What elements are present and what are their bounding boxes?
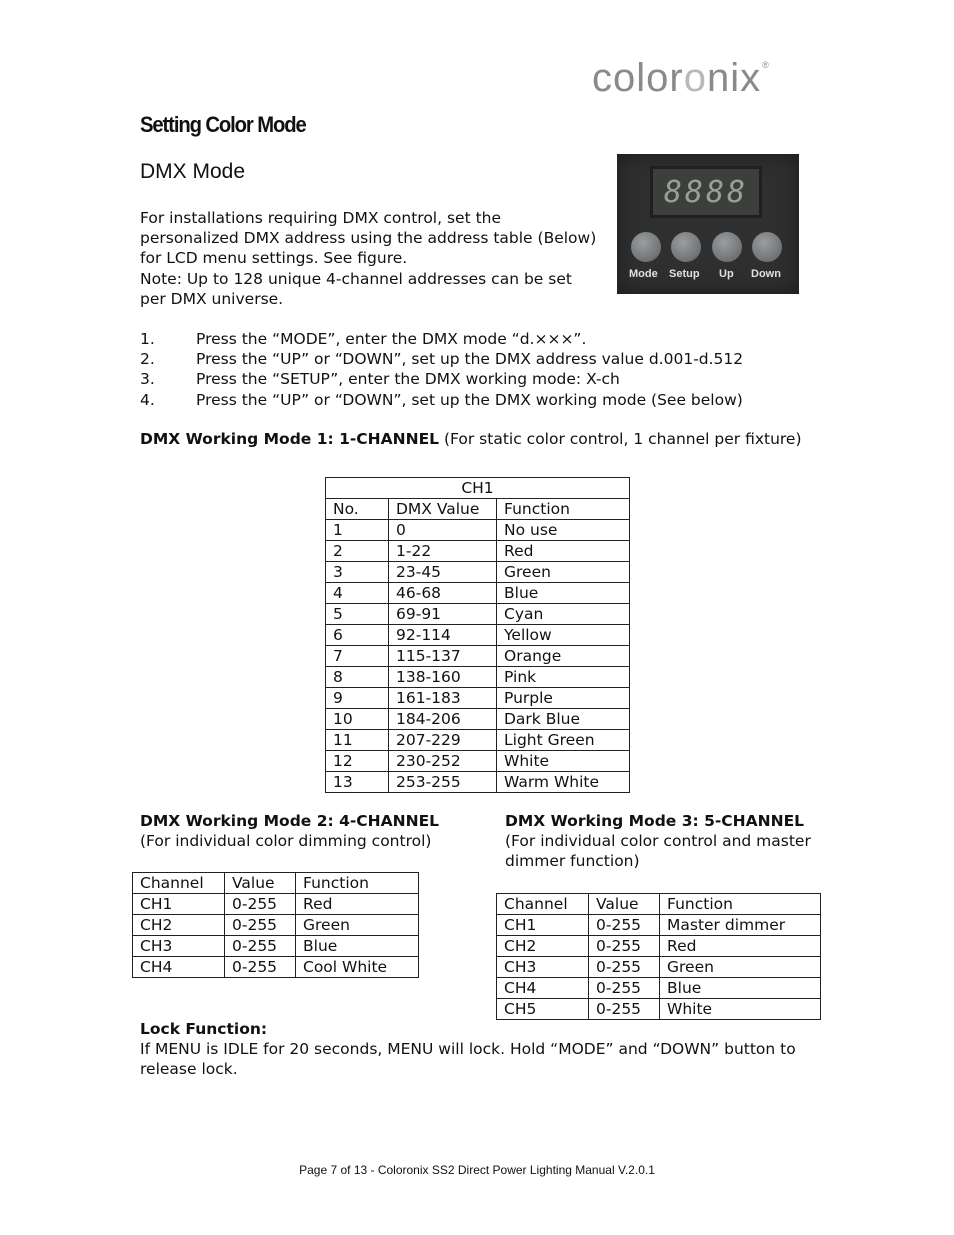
intro-line: personalized DMX address using the address table (Below) bbox=[140, 229, 597, 248]
table-cell: Orange bbox=[497, 646, 630, 667]
intro-line: for LCD menu settings. See figure. bbox=[140, 249, 408, 268]
table-cell: Red bbox=[296, 894, 419, 915]
table-row bbox=[326, 625, 630, 646]
table-cell: 115-137 bbox=[389, 646, 497, 667]
table-row bbox=[133, 936, 419, 957]
table-row bbox=[326, 730, 630, 751]
table-row bbox=[133, 957, 419, 978]
table-cell: Warm White bbox=[497, 772, 630, 793]
table-cell: CH2 bbox=[133, 915, 225, 936]
table-cell: Red bbox=[660, 936, 821, 957]
table-row bbox=[326, 751, 630, 772]
intro-line: Note: Up to 128 unique 4-channel addresses can be set bbox=[140, 269, 572, 288]
table-cell: Green bbox=[497, 562, 630, 583]
table-cell: 1 bbox=[326, 520, 389, 541]
down-button-image bbox=[752, 232, 782, 262]
table-row bbox=[326, 772, 630, 793]
mode-title: DMX Mode bbox=[140, 160, 246, 183]
table-row bbox=[133, 894, 419, 915]
table-cell: White bbox=[660, 999, 821, 1020]
brand-name-part: nix bbox=[706, 56, 762, 100]
mode2-heading bbox=[140, 811, 480, 851]
step-text: Press the “MODE”, enter the DMX mode “d.×××”. bbox=[196, 330, 587, 348]
column-header: Channel bbox=[133, 873, 225, 894]
table-cell: 0 bbox=[389, 520, 497, 541]
table-cell: CH2 bbox=[497, 936, 589, 957]
table-header-row bbox=[133, 873, 419, 894]
table-cell: Cyan bbox=[497, 604, 630, 625]
column-header: DMX Value bbox=[389, 499, 497, 520]
table-cell: 0-255 bbox=[589, 957, 660, 978]
table-cell: 0-255 bbox=[225, 957, 296, 978]
table-cell: 0-255 bbox=[589, 915, 660, 936]
table-cell: Master dimmer bbox=[660, 915, 821, 936]
table-cell: 0-255 bbox=[589, 936, 660, 957]
table-cell: 3 bbox=[326, 562, 389, 583]
mode3-table bbox=[496, 893, 821, 1020]
table-cell: 5 bbox=[326, 604, 389, 625]
table-cell: 11 bbox=[326, 730, 389, 751]
step-number: 4. bbox=[140, 390, 155, 409]
column-header: Function bbox=[660, 894, 821, 915]
setup-button-label: Setup bbox=[669, 268, 700, 280]
table-cell: CH4 bbox=[497, 978, 589, 999]
table-cell: 0-255 bbox=[589, 999, 660, 1020]
table-row bbox=[497, 915, 821, 936]
table-cell: 230-252 bbox=[389, 751, 497, 772]
mode-button-label: Mode bbox=[629, 268, 658, 280]
table-cell: 0-255 bbox=[225, 936, 296, 957]
table-cell: 161-183 bbox=[389, 688, 497, 709]
table-row bbox=[326, 709, 630, 730]
table-cell: 8 bbox=[326, 667, 389, 688]
up-button-label: Up bbox=[719, 268, 734, 280]
list-item bbox=[140, 329, 840, 349]
table-cell: Purple bbox=[497, 688, 630, 709]
table-cell: 138-160 bbox=[389, 667, 497, 688]
step-number: 2. bbox=[140, 350, 155, 369]
list-item bbox=[140, 369, 840, 389]
registered-mark: ® bbox=[762, 60, 770, 70]
mode2-title bbox=[140, 811, 480, 831]
section-title: Setting Color Mode bbox=[140, 112, 306, 137]
mode2-note: (For individual color dimming control) bbox=[140, 832, 432, 851]
table-row bbox=[326, 541, 630, 562]
table-cell: 13 bbox=[326, 772, 389, 793]
table-row bbox=[326, 583, 630, 604]
table-cell: Cool White bbox=[296, 957, 419, 978]
up-button-image bbox=[712, 232, 742, 262]
table-header-row bbox=[326, 499, 630, 520]
table-row bbox=[497, 936, 821, 957]
lock-line: release lock. bbox=[140, 1060, 238, 1079]
step-text: Press the “SETUP”, enter the DMX working mode: X-ch bbox=[196, 370, 620, 389]
table-cell: Dark Blue bbox=[497, 709, 630, 730]
mode-button-image bbox=[631, 232, 661, 262]
mode1-note: (For static color control, 1 channel per fixture) bbox=[439, 430, 802, 448]
column-header: Function bbox=[296, 873, 419, 894]
column-header: Function bbox=[497, 499, 630, 520]
table-cell: 0-255 bbox=[589, 978, 660, 999]
brand-name-part: color bbox=[592, 56, 684, 100]
table-row bbox=[326, 667, 630, 688]
step-number: 3. bbox=[140, 370, 155, 389]
list-item bbox=[140, 390, 840, 410]
table-cell: Light Green bbox=[497, 730, 630, 751]
table-row bbox=[497, 999, 821, 1020]
table-cell: Blue bbox=[497, 583, 630, 604]
table-row bbox=[326, 646, 630, 667]
table-cell: 7 bbox=[326, 646, 389, 667]
table-cell: 253-255 bbox=[389, 772, 497, 793]
table-cell: 184-206 bbox=[389, 709, 497, 730]
table-row bbox=[133, 915, 419, 936]
table-cell: CH5 bbox=[497, 999, 589, 1020]
brand-logo bbox=[592, 56, 769, 101]
table-cell: 69-91 bbox=[389, 604, 497, 625]
mode2-title-text: DMX Working Mode 2: 4-CHANNEL bbox=[140, 812, 440, 830]
table-cell: 0-255 bbox=[225, 894, 296, 915]
lock-function bbox=[140, 1019, 830, 1080]
lock-title bbox=[140, 1019, 830, 1039]
table-cell: 23-45 bbox=[389, 562, 497, 583]
table-row bbox=[497, 957, 821, 978]
lcd-digits: 8888 bbox=[663, 174, 749, 210]
step-number: 1. bbox=[140, 330, 155, 348]
mode1-heading bbox=[140, 429, 840, 449]
step-text: Press the “UP” or “DOWN”, set up the DMX address value d.001-d.512 bbox=[196, 350, 744, 369]
table-cell: Blue bbox=[296, 936, 419, 957]
column-header: Value bbox=[225, 873, 296, 894]
controller-panel-figure bbox=[617, 154, 799, 294]
table-cell: CH4 bbox=[133, 957, 225, 978]
table-cell: Pink bbox=[497, 667, 630, 688]
intro-paragraph bbox=[140, 208, 610, 309]
page-footer: Page 7 of 13 - Coloronix SS2 Direct Power Lighting Manual V.2.0.1 bbox=[299, 1163, 655, 1177]
table-row bbox=[497, 978, 821, 999]
table-cell: Green bbox=[660, 957, 821, 978]
mode3-title-text: DMX Working Mode 3: 5-CHANNEL bbox=[505, 812, 805, 830]
step-text: Press the “UP” or “DOWN”, set up the DMX working mode (See below) bbox=[196, 390, 743, 409]
mode3-heading bbox=[505, 811, 835, 872]
column-header: Value bbox=[589, 894, 660, 915]
brand-name-o: o bbox=[683, 56, 707, 100]
column-header: Channel bbox=[497, 894, 589, 915]
table-cell: White bbox=[497, 751, 630, 772]
mode3-note-line: dimmer function) bbox=[505, 852, 640, 871]
table-cell: 207-229 bbox=[389, 730, 497, 751]
mode3-title bbox=[505, 811, 835, 831]
table-title: CH1 bbox=[326, 478, 630, 499]
table-row bbox=[326, 562, 630, 583]
table-cell: 6 bbox=[326, 625, 389, 646]
table-title-row bbox=[326, 478, 630, 499]
table-cell: Yellow bbox=[497, 625, 630, 646]
table-cell: 12 bbox=[326, 751, 389, 772]
table-cell: CH3 bbox=[133, 936, 225, 957]
table-cell: 10 bbox=[326, 709, 389, 730]
table-cell: CH3 bbox=[497, 957, 589, 978]
steps-list bbox=[140, 329, 840, 410]
intro-line: per DMX universe. bbox=[140, 289, 284, 308]
table-cell: Red bbox=[497, 541, 630, 562]
table-cell: 4 bbox=[326, 583, 389, 604]
table-cell: 9 bbox=[326, 688, 389, 709]
mode2-table bbox=[132, 872, 419, 978]
table-cell: No use bbox=[497, 520, 630, 541]
list-item bbox=[140, 349, 840, 369]
table-row bbox=[326, 520, 630, 541]
lcd-display bbox=[650, 166, 762, 218]
column-header: No. bbox=[326, 499, 389, 520]
intro-line: For installations requiring DMX control, set the bbox=[140, 209, 502, 227]
table-row bbox=[326, 688, 630, 709]
table-cell: CH1 bbox=[133, 894, 225, 915]
lock-line: If MENU is IDLE for 20 seconds, MENU will lock. Hold “MODE” and “DOWN” button to bbox=[140, 1040, 796, 1059]
down-button-label: Down bbox=[751, 268, 781, 280]
mode3-note-line: (For individual color control and master bbox=[505, 832, 811, 851]
mode1-title: DMX Working Mode 1: 1-CHANNEL bbox=[140, 430, 440, 448]
table-row bbox=[326, 604, 630, 625]
table-cell: 2 bbox=[326, 541, 389, 562]
table-cell: 46-68 bbox=[389, 583, 497, 604]
table-cell: Blue bbox=[660, 978, 821, 999]
table-cell: Green bbox=[296, 915, 419, 936]
table-cell: 92-114 bbox=[389, 625, 497, 646]
lock-title-text: Lock Function: bbox=[140, 1020, 268, 1038]
table-header-row bbox=[497, 894, 821, 915]
mode1-table bbox=[325, 477, 630, 793]
table-cell: 1-22 bbox=[389, 541, 497, 562]
table-cell: 0-255 bbox=[225, 915, 296, 936]
table-cell: CH1 bbox=[497, 915, 589, 936]
setup-button-image bbox=[671, 232, 701, 262]
